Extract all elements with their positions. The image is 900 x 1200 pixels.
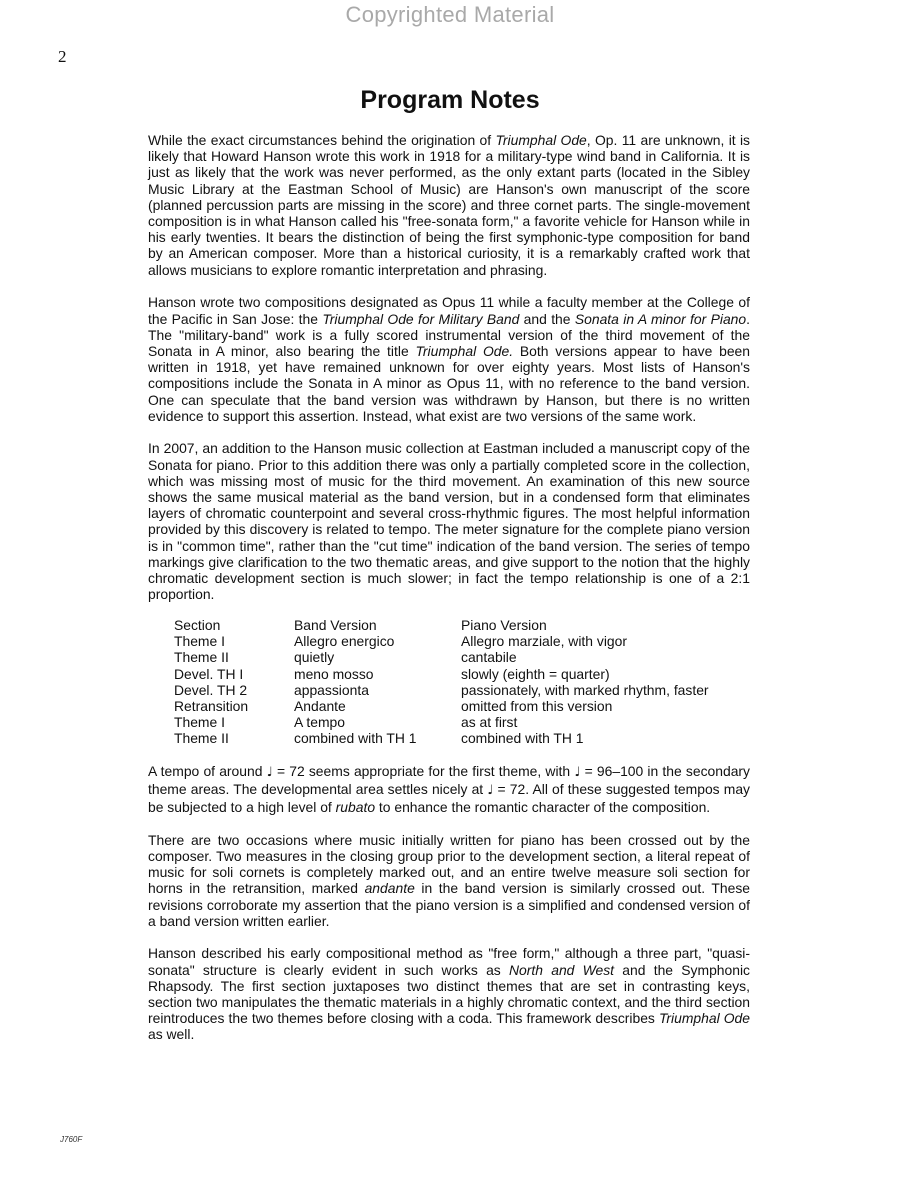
- band-version-cell: meno mosso: [294, 665, 374, 682]
- piano-version-cell: passionately, with marked rhythm, faster: [461, 681, 709, 698]
- table-row: [174, 682, 709, 698]
- table-row: [174, 730, 709, 746]
- paragraph-6: [148, 945, 750, 1042]
- paragraph-2: [148, 294, 750, 424]
- section-cell: Theme II: [174, 730, 229, 747]
- italic-term: andante: [364, 880, 415, 897]
- page-number: 2: [58, 47, 67, 66]
- table-row: [174, 633, 709, 649]
- italic-title: Triumphal Ode for Military Band: [322, 310, 520, 327]
- text-run: A tempo of around: [148, 762, 267, 779]
- text-run: . The "military-band" work is a fully scored instrumental version of the third movement of the Sonata in A minor, also bearing the title: [148, 310, 750, 359]
- text-run: Both versions appear to have been written in 1918, yet have remained unknown for over eighty years. Most lists of Hanson's compositions include the Sonata in A minor as Opus 11, with no reference to the band version. One can speculate that the band version was withdrawn by Hanson, but there is no written evidence to support this assertion. Instead, what exist are two versions of the same work.: [148, 342, 751, 424]
- piano-version-cell: slowly (eighth = quarter): [461, 665, 610, 682]
- section-cell: Devel. TH I: [174, 665, 244, 682]
- text-run: = 72 seems appropriate for the first theme, with: [272, 762, 575, 779]
- column-header: Piano Version: [461, 616, 547, 633]
- copyright-watermark: Copyrighted Material: [345, 2, 555, 27]
- section-cell: Theme II: [174, 649, 229, 666]
- band-version-cell: Allegro energico: [294, 633, 395, 650]
- piano-version-cell: cantabile: [461, 649, 517, 666]
- table-row: [174, 649, 709, 665]
- italic-title: Triumphal Ode: [495, 132, 587, 148]
- program-notes-body: [148, 132, 750, 1059]
- section-cell: Theme I: [174, 633, 225, 650]
- italic-title: Sonata in A minor for Piano: [574, 310, 747, 327]
- table-header-row: [174, 617, 709, 633]
- paragraph-4: [148, 763, 750, 816]
- text-run: = 72. All of these suggested tempos may be subjected to a high level of: [148, 780, 750, 816]
- section-cell: Retransition: [174, 698, 249, 714]
- table-row: [174, 714, 709, 730]
- column-header: Section: [174, 616, 221, 633]
- text-run: = 96–100 in the secondary theme areas. The developmental area settles nicely at: [148, 762, 750, 797]
- quarter-note-icon: ♩: [266, 764, 273, 780]
- italic-title: Triumphal Ode.: [415, 342, 514, 359]
- table-row: [174, 698, 709, 714]
- text-run: to enhance the romantic character of the composition.: [375, 799, 711, 816]
- band-version-cell: appassionta: [294, 681, 369, 698]
- text-run: While the exact circumstances behind the origination of: [148, 132, 496, 148]
- piano-version-cell: as at first: [461, 714, 518, 731]
- tempo-comparison-table: [174, 617, 709, 747]
- piano-version-cell: omitted from this version: [461, 698, 613, 714]
- text-run: in the band version is similarly crossed out. These revisions corroborate my assertion that the piano version is a simplified and condensed version of a band version written earlier.: [148, 880, 750, 929]
- text-run: , Op. 11 are unknown, it is likely that Howard Hanson wrote this work in 1918 for a military-type wind band in California. It is just as likely that the work was never performed, as the only extant parts (located in the Sibley Music Library at the Eastman School of Music) are Hanson's own manuscript of the score (planned percussion parts are missing in the score) and three cornet parts. The single-movement composition is in what Hanson called his "free-sonata form," a favorite vehicle for Hanson while in his early twenties. It bears the distinction of being the first symphonic-type composition for band by an American composer. More than a historical curiosity, it is a remarkably crafted work that allows musicians to explore romantic interpretation and phrasing.: [148, 132, 751, 278]
- text-run: as well.: [148, 1026, 195, 1043]
- catalog-code: J760F: [60, 1135, 83, 1144]
- paragraph-1: [148, 132, 750, 278]
- band-version-cell: quietly: [294, 649, 335, 666]
- piano-version-cell: Allegro marziale, with vigor: [461, 633, 627, 650]
- band-version-cell: combined with TH 1: [294, 730, 417, 747]
- text-run: and the: [519, 310, 575, 327]
- table-row: [174, 666, 709, 682]
- piano-version-cell: combined with TH 1: [461, 730, 584, 747]
- italic-term: rubato: [335, 799, 376, 816]
- italic-title: Triumphal Ode: [658, 1010, 750, 1027]
- paragraph-5: [148, 832, 750, 929]
- section-cell: Theme I: [174, 714, 225, 731]
- italic-title: North and West: [509, 961, 615, 978]
- text-run: There are two occasions where music initially written for piano has been crossed out by the composer. Two measures in the closing group prior to the development section, a literal repeat of music for soli cornets is completely marked out, and an entire twelve measure soli section for horns in the retransition, marked: [148, 831, 750, 897]
- paragraph-3: In 2007, an addition to the Hanson music collection at Eastman included a manuscript copy of the Sonata for piano. Prior to this addition there was only a partially completed score in the collection, which was missing most of music for the third movement. An examination of this new source shows the same musical material as the band version, but in a condensed form that eliminates layers of chromatic counterpoint and several cross-rhythmic figures. The most helpful information provided by this discovery is related to tempo. The meter signature for the complete piano version is in "common time", rather than the "cut time" indication of the band version. The series of tempo markings give clarification to the two thematic areas, and give support to the notion that the highly chromatic development section is much slower; in fact the tempo relationship is one of a 2:1 proportion.: [148, 440, 750, 603]
- text-run: Hanson wrote two compositions designated as Opus 11 while a faculty member at the College of the Pacific in San Jose: the: [148, 294, 750, 327]
- text-run: and the Symphonic Rhapsody. The first section juxtaposes two distinct themes that are set in contrasting keys, section two manipulates the thematic materials in a highly chromatic context, and the third section reintroduces the two themes before closing with a coda. This framework describes: [148, 961, 750, 1027]
- quarter-note-icon: ♩: [487, 782, 494, 798]
- page-title: Program Notes: [360, 86, 540, 114]
- quarter-note-icon: ♩: [574, 764, 581, 780]
- band-version-cell: A tempo: [294, 714, 345, 731]
- section-cell: Devel. TH 2: [174, 681, 248, 698]
- text-run: Hanson described his early compositional method as "free form," although a three part, "quasi-sonata" structure is clearly evident in such works as: [148, 945, 750, 978]
- column-header: Band Version: [294, 616, 377, 633]
- band-version-cell: Andante: [294, 698, 346, 714]
